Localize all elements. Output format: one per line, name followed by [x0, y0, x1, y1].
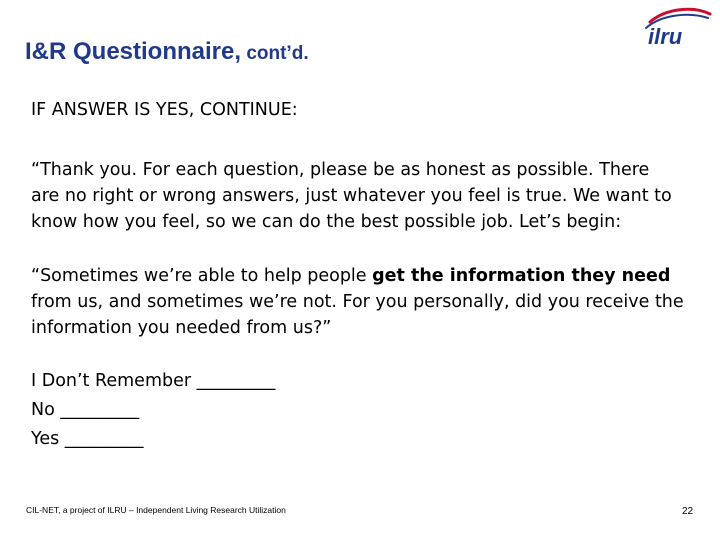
logo-text: ilru [648, 24, 683, 49]
answer-option-dont-remember: I Don’t Remember _________ [31, 371, 276, 391]
answer-option-no: No _________ [31, 400, 140, 420]
question-line: information you needed from us?” [31, 318, 332, 338]
page-number: 22 [682, 506, 694, 517]
intro-instruction: IF ANSWER IS YES, CONTINUE: [31, 100, 298, 120]
answer-option-yes: Yes _________ [31, 429, 144, 449]
intro-quote [31, 157, 701, 235]
question-line [31, 263, 701, 289]
question-quote [31, 263, 701, 341]
question-emphasis: get the information they need [372, 266, 671, 286]
question-text: “Sometimes we’re able to help people [31, 266, 373, 286]
title-main: I&R Questionnaire, [25, 38, 242, 65]
question-line: from us, and sometimes we’re not. For you personally, did you receive the [31, 292, 684, 312]
intro-quote-line: know how you feel, so we can do the best possible job. Let’s begin: [31, 212, 622, 232]
title-suffix: cont’d. [241, 43, 309, 64]
intro-quote-line: “Thank you. For each question, please be as honest as possible. There [31, 160, 650, 180]
ilru-logo [636, 6, 716, 50]
footer-credit: CIL-NET, a project of ILRU – Independent Living Research Utilization [26, 505, 286, 515]
intro-quote-line: are no right or wrong answers, just whatever you feel is true. We want to [31, 186, 672, 206]
slide-title [25, 38, 309, 66]
